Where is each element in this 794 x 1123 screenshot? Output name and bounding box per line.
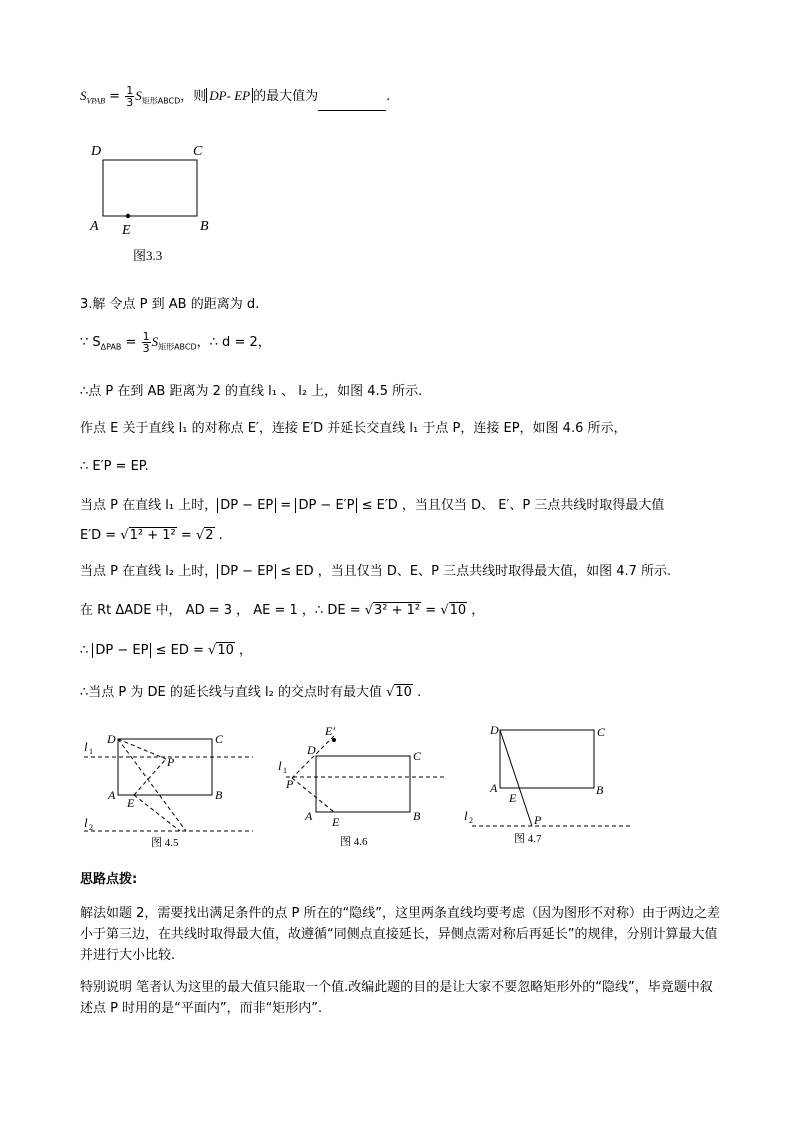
solution-line-9: 在 Rt ΔADE 中， AD = 3 ， AE = 1 ，∴ DE = √3² + 1² = √10 ， [80, 603, 485, 618]
figure-4-5 [78, 725, 263, 855]
figure-caption: 图 4.5 [151, 837, 179, 849]
label-B: B [215, 788, 223, 802]
svg-text:1: 1 [89, 747, 93, 756]
max-value-text: 的最大值为 [253, 89, 319, 104]
label-P: P [534, 813, 542, 827]
tips-paragraph-2: 特别说明 笔者认为这里的最大值只能取一个值.改编此题的目的是让大家不要忽略矩形外的“隐线”，毕竟题中叙述点 P 时用的是“平面内”，而非“矩形内”. [80, 980, 713, 1016]
abs-expression: DP- EP [206, 88, 253, 103]
svg-text:l: l [278, 758, 282, 773]
label-E: E [127, 796, 135, 810]
solution-line-2: ∵ $S_{\Delta PAB}$ = $\frac{1}{3}$ $S_{矩形ABCD}$，∴ d = 2， [80, 330, 271, 355]
label-C: C [413, 749, 422, 763]
label-B: B [200, 219, 209, 234]
label-C: C [215, 732, 224, 746]
figure-caption: 图 4.7 [514, 833, 542, 845]
problem-statement: $S_{VPAB}$ = $\frac{1}{3}$ $S_{矩形ABCD}$，则 DP- EP 的最大值为 . [80, 84, 391, 109]
label-D: D [91, 144, 102, 159]
fraction-one-third: $\frac{1}{3}$ [126, 84, 134, 109]
label-B: B [596, 783, 604, 797]
solution-line-7: E′D = √1² + 1² = √2 . [80, 528, 223, 543]
rect-area-subscript: 矩形ABCD [141, 96, 181, 106]
svg-text:l: l [84, 815, 88, 830]
fraction-one-third-2: $\frac{1}{3}$ [142, 330, 150, 355]
figure-caption: 图 4.6 [340, 836, 368, 848]
figure-caption: 图3.3 [133, 248, 163, 263]
area-symbol: S [80, 88, 87, 103]
figure-3-3 [85, 138, 220, 268]
label-B: B [413, 809, 421, 823]
label-D: D [107, 732, 116, 746]
solution-line-6: 当点 P 在直线 l₁ 上时， DP − EP = DP − E′P ≤ E′D ，当且仅当 D、 E′、P 三点共线时取得最大值 [80, 498, 665, 513]
answer-blank[interactable] [318, 96, 386, 111]
svg-text:2: 2 [89, 823, 93, 832]
label-C: C [193, 144, 203, 159]
svg-text:2: 2 [469, 816, 473, 825]
solution-line-10: ∴ DP − EP ≤ ED = √10 ， [80, 643, 252, 658]
svg-text:l: l [464, 808, 468, 823]
label-E: E [122, 223, 131, 238]
label-P: P [286, 777, 294, 791]
label-A: A [305, 809, 313, 823]
comma-then: ，则 [180, 89, 207, 104]
solution-line-11: ∴当点 P 为 DE 的延长线与直线 l₂ 的交点时有最大值 √10 . [80, 685, 422, 700]
equals-sign: = [109, 89, 121, 104]
rect-area-symbol: S [135, 88, 142, 103]
figure-4-7 [462, 720, 642, 850]
label-E-prime: E′ [325, 724, 335, 738]
label-E: E [332, 815, 340, 829]
label-A: A [490, 781, 498, 795]
solution-line-4: 作点 E 关于直线 l₁ 的对称点 E′，连接 E′D 并延长交直线 l₁ 于点 P，连接 EP，如图 4.6 所示， [80, 421, 627, 436]
solution-line-1: 3.解 令点 P 到 AB 的距离为 d. [80, 297, 260, 312]
figure-4-6 [276, 722, 456, 852]
label-C: C [597, 725, 606, 739]
solution-line-8: 当点 P 在直线 l₂ 上时， DP − EP ≤ ED ，当且仅当 D、E、P 三点共线时取得最大值，如图 4.7 所示. [80, 564, 672, 579]
label-A: A [108, 788, 116, 802]
label-D: D [307, 743, 316, 757]
tips-heading: 思路点拨: [80, 872, 138, 887]
label-E: E [509, 791, 517, 805]
tips-paragraph-1: 解法如题 2，需要找出满足条件的点 P 所在的“隐线”，这里两条直线均要考虑（因为图形不对称）由于两边之差小于第三边，在共线时取得最大值，故遵循“同侧点直接延长，异侧点需对称后再延长”的规律，分别计算最大值并进行大小比较. [80, 906, 720, 963]
svg-text:l: l [84, 739, 88, 754]
label-P: P [167, 755, 175, 769]
solution-line-3: ∴点 P 在到 AB 距离为 2 的直线 l₁ 、 l₂ 上，如图 4.5 所示. [80, 384, 423, 399]
label-D: D [490, 723, 499, 737]
svg-text:1: 1 [283, 766, 287, 775]
area-subscript: VPAB [86, 96, 106, 106]
solution-line-5: ∴ E′P = EP. [80, 459, 149, 474]
label-A: A [90, 219, 99, 234]
